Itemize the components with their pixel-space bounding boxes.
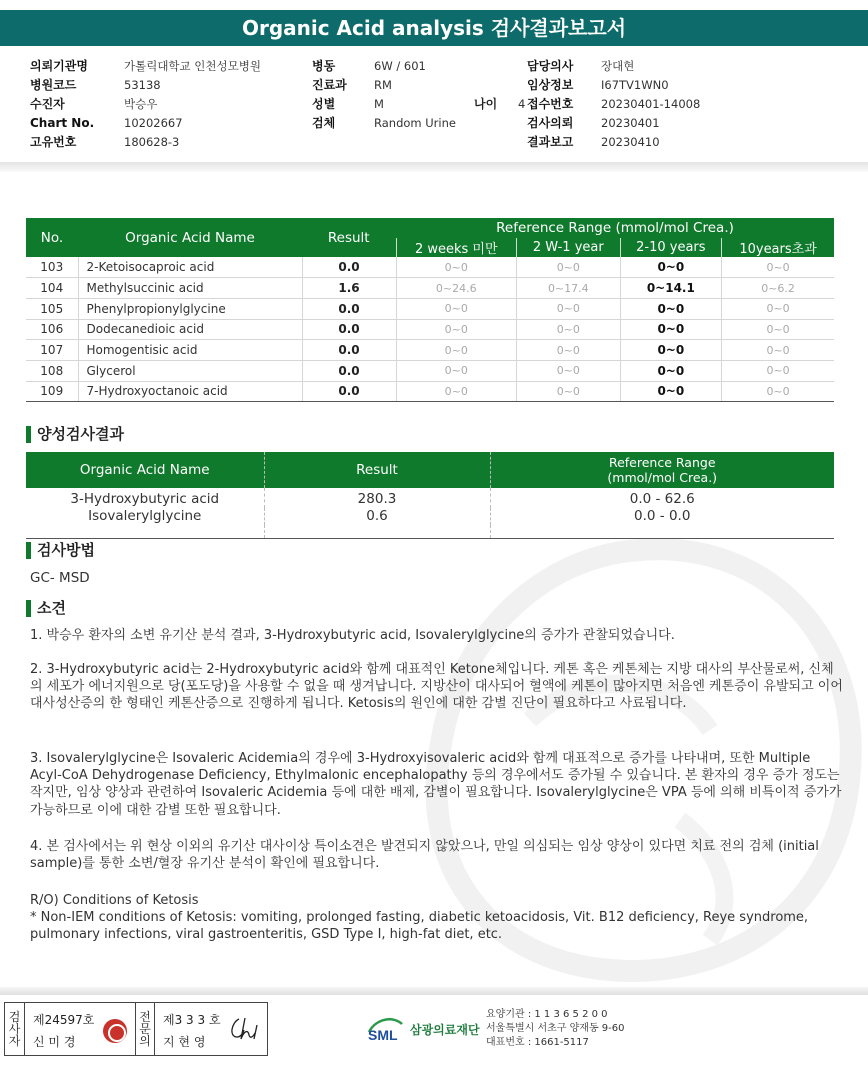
table-row xyxy=(26,340,834,361)
cell-range: 0~0 xyxy=(396,298,517,319)
info-row xyxy=(30,132,261,151)
cell-range: 0~0 xyxy=(517,298,621,319)
cell-range: 0~0 xyxy=(396,340,517,361)
finding-ketosis-body: * Non-IEM conditions of Ketosis: vomiting, prolonged fasting, diabetic ketoacidosis, Vit. B12 deficiency, Reye syndrome, pulmonary infections, viral gastroenteritis, GSD Type I, high-fat diet, etc. xyxy=(30,910,809,943)
specialist-label-char: 의 xyxy=(139,1034,151,1048)
table-row xyxy=(26,381,834,402)
info-label: 수진자 xyxy=(30,97,65,111)
table-row xyxy=(26,319,834,340)
cell-range-active: 0~0 xyxy=(620,257,722,278)
cell-range: 0~0 xyxy=(396,381,517,402)
info-label: 의뢰기관명 xyxy=(30,59,88,73)
col-header-range: 2 weeks 미만 xyxy=(396,238,517,257)
tester-label-char: 검 xyxy=(8,1010,21,1024)
table-row xyxy=(26,508,834,525)
info-label: 진료과 xyxy=(312,78,347,92)
info-column-3 xyxy=(527,56,700,151)
cell-range-active: 0~0 xyxy=(620,298,722,319)
cell-range: 0~0 xyxy=(396,360,517,381)
method-heading: 검사방법 xyxy=(26,542,95,559)
col-header-reference xyxy=(490,452,834,488)
cell-range: 0~0 xyxy=(396,257,517,278)
info-value: 180628-3 xyxy=(124,134,180,149)
tester-label-char: 자 xyxy=(8,1034,21,1048)
specialist-license-no: 제3 3 3 호 xyxy=(163,1013,221,1027)
cell-result: 0.0 xyxy=(302,360,396,381)
info-row xyxy=(312,113,525,132)
finding-paragraph-4: 4. 본 검사에서는 위 현상 이외의 유기산 대사이상 특이소견은 발견되지 않았으나, 만일 의심되는 임상 양상이 있다면 치료 전의 검체 (initial sample)를 통한 소변/혈장 유기산 분석이 확인에 필요합니다. xyxy=(30,839,819,872)
logo-mark-text: SML xyxy=(368,1027,398,1043)
info-row xyxy=(312,56,525,75)
specialist-label xyxy=(135,1003,155,1055)
contact-line: 서울특별시 서초구 양재동 9-60 xyxy=(486,1023,625,1034)
info-value: 장대현 xyxy=(601,58,635,73)
info-label: 병원코드 xyxy=(30,78,77,92)
cell-range: 0~0 xyxy=(517,381,621,402)
info-row xyxy=(30,56,261,75)
table-header-row xyxy=(26,452,834,488)
age-value: 4 xyxy=(518,96,526,111)
cell-result: 280.3 xyxy=(264,488,490,508)
table-row xyxy=(26,488,834,508)
finding-paragraph-2: 2. 3-Hydroxybutyric acid는 2-Hydroxybutyric acid와 함께 대표적인 Ketone체입니다. 케톤 혹은 케톤체는 지방 대사의 부산물로써, 신체의 세포가 에너지원으로 당(포도당)을 사용할 수 없을 때 생겨납니다. 지방산이 대사되어 혈액에 케톤이 많아지면 처음엔 케톤증이 유발되고 이어 대사성산증의 한 형태인 케톤산증으로 진행하게 됩니다. Ketosis의 원인에 대한 감별 진단이 필요하다고 사료됩니다. xyxy=(30,662,843,712)
cell-range: 0~0 xyxy=(722,340,834,361)
info-row xyxy=(527,113,700,132)
info-row xyxy=(312,94,525,113)
table-row xyxy=(26,360,834,381)
info-label: 고유번호 xyxy=(30,135,77,149)
info-value: 박승우 xyxy=(124,96,158,111)
contact-line: 요양기관 : 1 1 3 6 5 2 0 0 xyxy=(486,1009,608,1020)
cell-result: 0.0 xyxy=(302,340,396,361)
cell-no: 109 xyxy=(26,381,78,402)
cell-name: Methylsuccinic acid xyxy=(78,278,302,299)
patient-info xyxy=(0,52,868,157)
cell-range-active: 0~14.1 xyxy=(620,278,722,299)
cell-name: 2-Ketoisocaproic acid xyxy=(78,257,302,278)
cell-result: 0.0 xyxy=(302,319,396,340)
seal-stamp-icon xyxy=(103,1019,127,1043)
footer-divider xyxy=(0,987,868,995)
info-label: Chart No. xyxy=(30,115,95,130)
tester-label-char: 사 xyxy=(8,1022,21,1036)
info-row xyxy=(312,75,525,94)
tester-label xyxy=(5,1003,25,1055)
finding-ketosis-title: R/O) Conditions of Ketosis xyxy=(30,893,199,908)
table-header-row xyxy=(26,218,834,238)
table-row xyxy=(26,298,834,319)
col-header-name: Organic Acid Name xyxy=(26,452,264,488)
method-text: GC- MSD xyxy=(30,570,90,586)
info-value: 6W / 601 xyxy=(374,58,426,73)
reference-line-1: Reference Range xyxy=(608,455,716,470)
info-value: M xyxy=(374,96,384,111)
cell-no: 104 xyxy=(26,278,78,299)
col-header-result: Result xyxy=(264,452,490,488)
info-label: 병동 xyxy=(312,59,336,73)
sml-logo xyxy=(366,1014,480,1044)
findings-heading: 소견 xyxy=(26,600,66,617)
info-value: RM xyxy=(374,77,392,92)
table-end-row xyxy=(26,525,834,538)
info-row xyxy=(30,113,261,132)
col-header-reference: Reference Range (mmol/mol Crea.) xyxy=(396,218,834,238)
col-header-range: 2-10 years xyxy=(620,238,722,257)
cell-range: 0~6.2 xyxy=(722,278,834,299)
info-label: 임상정보 xyxy=(527,78,574,92)
cell-range: 0~0 xyxy=(722,319,834,340)
info-row xyxy=(30,75,261,94)
cell-range-active: 0~0 xyxy=(620,381,722,402)
cell-range: 0~0 xyxy=(722,298,834,319)
cell-range-active: 0~0 xyxy=(620,360,722,381)
info-value: 53138 xyxy=(124,77,161,92)
table-row xyxy=(26,257,834,278)
info-value: 10202667 xyxy=(124,115,183,130)
info-label: 담당의사 xyxy=(527,59,574,73)
cell-range: 0~0 xyxy=(722,381,834,402)
cell-range: 0~24.6 xyxy=(396,278,517,299)
cell-reference: 0.0 - 62.6 xyxy=(490,488,834,508)
table-row xyxy=(26,278,834,299)
info-value: 20230410 xyxy=(601,134,660,149)
cell-name: Homogentisic acid xyxy=(78,340,302,361)
cell-range: 0~0 xyxy=(517,340,621,361)
cell-no: 107 xyxy=(26,340,78,361)
info-row xyxy=(30,94,261,113)
info-label: 접수번호 xyxy=(527,97,574,111)
cell-name: Isovalerylglycine xyxy=(88,508,202,524)
cell-no: 105 xyxy=(26,298,78,319)
cell-range: 0~0 xyxy=(722,257,834,278)
cell-no: 106 xyxy=(26,319,78,340)
col-header-name: Organic Acid Name xyxy=(78,218,302,257)
tester-name: 신 미 경 xyxy=(33,1035,76,1049)
cell-result: 0.0 xyxy=(302,381,396,402)
info-label: 성별 xyxy=(312,97,336,111)
results-table xyxy=(26,218,834,402)
contact-line: 대표번호 : 1661-5117 xyxy=(486,1037,589,1048)
col-header-range: 10years초과 xyxy=(722,238,834,257)
info-column-1 xyxy=(30,56,261,151)
info-row xyxy=(527,75,700,94)
signature-box xyxy=(4,1002,268,1056)
cell-name: 3-Hydroxybutyric acid xyxy=(70,491,220,507)
cell-range: 0~17.4 xyxy=(517,278,621,299)
finding-paragraph-1: 1. 박승우 환자의 소변 유기산 분석 결과, 3-Hydroxybutyric acid, Isovalerylglycine의 증가가 관찰되었습니다. xyxy=(30,628,675,643)
cell-range: 0~0 xyxy=(517,360,621,381)
info-value: 가톨릭대학교 인천성모병원 xyxy=(124,58,261,73)
col-header-no: No. xyxy=(26,218,78,257)
logo-name: 삼광의료재단 xyxy=(410,1022,480,1037)
specialist-label-char: 문 xyxy=(139,1022,151,1036)
tester-license-no: 제24597호 xyxy=(33,1013,95,1027)
info-value: Random Urine xyxy=(374,115,456,130)
cell-no: 103 xyxy=(26,257,78,278)
specialist-label-char: 전 xyxy=(139,1010,151,1024)
cell-name: Phenylpropionylglycine xyxy=(78,298,302,319)
cell-range: 0~0 xyxy=(396,319,517,340)
finding-paragraph-3: 3. Isovalerylglycine은 Isovaleric Acidemia의 경우에 3-Hydroxyisovaleric acid와 함께 대표적으로 증가를 나타내며, 또한 Multiple Acyl-CoA Dehydrogenase Deficiency, Ethylmalonic encephalopathy 등의 경우에서도 증가될 수 있습니다. 본 환자의 경우 증가 정도는 작지만, 임상 양상과 관련하여 Isovaleric Acidemia 등에 대한 배제, 감별이 필요합니다. Isovalerylglycine은 VPA 등에 의해 비특이적 증가가 가능하므로 이에 대한 감별 또한 필요합니다. xyxy=(30,751,842,818)
cell-range-active: 0~0 xyxy=(620,340,722,361)
cell-result: 1.6 xyxy=(302,278,396,299)
reference-line-2: (mmol/mol Crea.) xyxy=(607,470,718,485)
info-value: 20230401 xyxy=(601,115,660,130)
info-row xyxy=(527,94,700,113)
info-row xyxy=(527,132,700,151)
contact-info xyxy=(486,1008,625,1050)
report-title: Organic Acid analysis 검사결과보고서 xyxy=(0,10,868,46)
header-divider xyxy=(0,162,868,172)
positive-results-heading: 양성검사결과 xyxy=(26,426,124,443)
cell-result: 0.6 xyxy=(264,508,490,525)
info-label: 결과보고 xyxy=(527,135,574,149)
cell-result: 0.0 xyxy=(302,298,396,319)
col-header-range: 2 W-1 year xyxy=(517,238,621,257)
cell-range: 0~0 xyxy=(517,257,621,278)
cell-result: 0.0 xyxy=(302,257,396,278)
info-label: 검사의뢰 xyxy=(527,116,574,130)
info-value: 20230401-14008 xyxy=(601,96,701,111)
cell-range-active: 0~0 xyxy=(620,319,722,340)
cell-name: 7-Hydroxyoctanoic acid xyxy=(78,381,302,402)
specialist-name: 지 현 영 xyxy=(163,1035,206,1049)
signature-icon xyxy=(227,1015,263,1043)
col-header-result: Result xyxy=(302,218,396,257)
sml-logo-icon xyxy=(366,1014,404,1044)
cell-name: Dodecanedioic acid xyxy=(78,319,302,340)
cell-reference: 0.0 - 0.0 xyxy=(490,508,834,525)
info-value: I67TV1WN0 xyxy=(601,77,669,92)
age-label: 나이 xyxy=(474,97,498,111)
cell-no: 108 xyxy=(26,360,78,381)
info-row xyxy=(527,56,700,75)
info-label: 검체 xyxy=(312,116,336,130)
positive-results-table xyxy=(26,452,834,539)
cell-range: 0~0 xyxy=(517,319,621,340)
cell-range: 0~0 xyxy=(722,360,834,381)
cell-name: Glycerol xyxy=(78,360,302,381)
info-column-2 xyxy=(312,56,525,132)
